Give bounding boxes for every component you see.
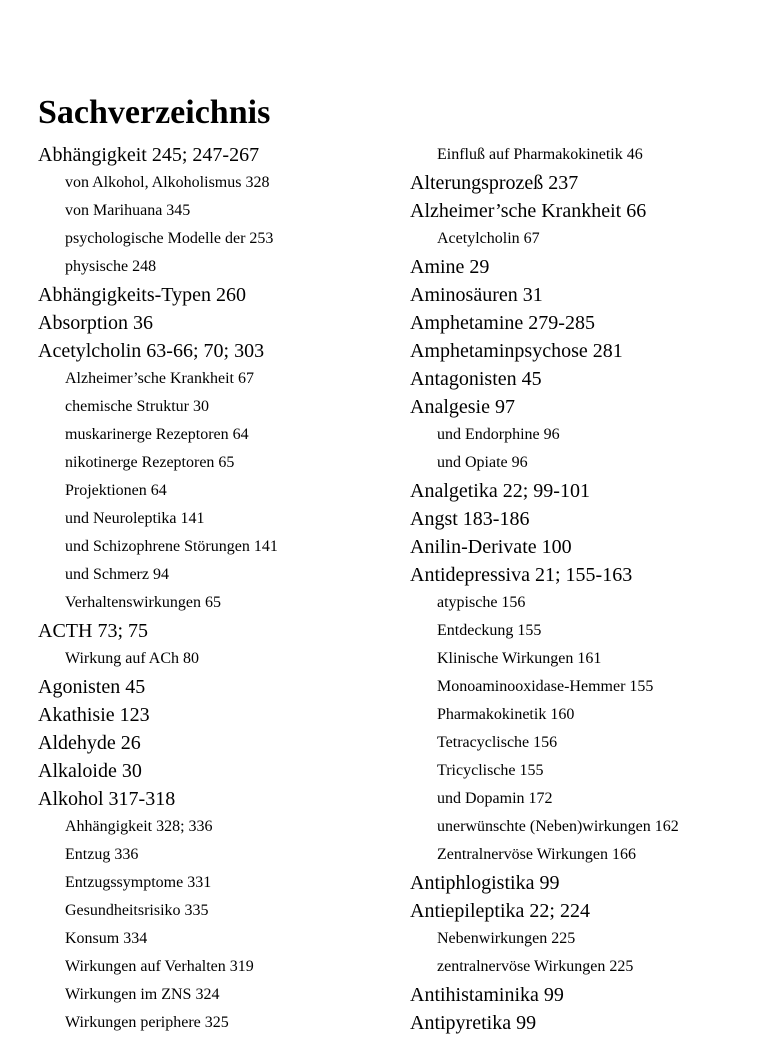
index-entry: Analgetika 22; 99-101 [410, 480, 590, 502]
index-subentry: Wirkungen auf Verhalten 319 [65, 958, 254, 975]
index-entry: Antiepileptika 22; 224 [410, 900, 590, 922]
index-subentry: physische 248 [65, 258, 157, 275]
index-subentry: Projektionen 64 [65, 482, 167, 499]
index-subentry: muskarinerge Rezeptoren 64 [65, 426, 249, 443]
index-entry: Akathisie 123 [38, 704, 150, 726]
index-subentry: Gesundheitsrisiko 335 [65, 902, 209, 919]
index-entry: Antiphlogistika 99 [410, 872, 560, 894]
index-entry: Alkohol 317-318 [38, 788, 176, 810]
index-subentry: Pharmakokinetik 160 [437, 706, 575, 723]
index-subentry: Alzheimer’sche Krankheit 67 [65, 370, 254, 387]
index-entry: ACTH 73; 75 [38, 620, 148, 642]
index-subentry: nikotinerge Rezeptoren 65 [65, 454, 235, 471]
index-subentry: und Opiate 96 [437, 454, 528, 471]
page-title: Sachverzeichnis [38, 93, 271, 131]
index-subentry: Wirkungen periphere 325 [65, 1014, 229, 1031]
index-subentry: psychologische Modelle der 253 [65, 230, 274, 247]
index-entry: Alterungsprozeß 237 [410, 172, 579, 194]
index-entry: Antagonisten 45 [410, 368, 542, 390]
index-entry: Analgesie 97 [410, 396, 515, 418]
index-entry: Alzheimer’sche Krankheit 66 [410, 200, 647, 222]
index-subentry: Monoaminooxidase-Hemmer 155 [437, 678, 654, 695]
index-subentry: Entdeckung 155 [437, 622, 542, 639]
index-column-left [38, 141, 398, 1037]
index-subentry: chemische Struktur 30 [65, 398, 209, 415]
index-entry: Amphetamine 279-285 [410, 312, 595, 334]
index-subentry: und Schizophrene Störungen 141 [65, 538, 278, 555]
index-entry: Aminosäuren 31 [410, 284, 543, 306]
index-subentry: Wirkung auf ACh 80 [65, 650, 200, 667]
index-subentry: und Endorphine 96 [437, 426, 560, 443]
index-entry: Acetylcholin 63-66; 70; 303 [38, 340, 265, 362]
index-entry: Abhängigkeits-Typen 260 [38, 284, 247, 306]
index-subentry: Zentralnervöse Wirkungen 166 [437, 846, 636, 863]
index-subentry: Wirkungen im ZNS 324 [65, 986, 220, 1003]
index-subentry: und Neuroleptika 141 [65, 510, 205, 527]
index-entry: Amine 29 [410, 256, 490, 278]
index-entry: Amphetaminpsychose 281 [410, 340, 623, 362]
index-entry: Aldehyde 26 [38, 732, 141, 754]
index-subentry: Tricyclische 155 [437, 762, 544, 779]
index-subentry: zentralnervöse Wirkungen 225 [437, 958, 634, 975]
index-subentry: Entzug 336 [65, 846, 139, 863]
index-subentry: und Dopamin 172 [437, 790, 553, 807]
index-entry: Agonisten 45 [38, 676, 146, 698]
index-entry: Alkaloide 30 [38, 760, 142, 782]
index-subentry: Konsum 334 [65, 930, 148, 947]
index-subentry: und Schmerz 94 [65, 566, 169, 583]
index-entry: Antidepressiva 21; 155-163 [410, 564, 633, 586]
index-subentry: Ahhängigkeit 328; 336 [65, 818, 213, 835]
index-entry: Anilin-Derivate 100 [410, 536, 572, 558]
index-subentry: Tetracyclische 156 [437, 734, 558, 751]
index-subentry: Verhaltenswirkungen 65 [65, 594, 221, 611]
index-column-right [410, 141, 760, 1037]
index-entry: Absorption 36 [38, 312, 153, 334]
index-subentry: Klinische Wirkungen 161 [437, 650, 602, 667]
index-subentry: Acetylcholin 67 [437, 230, 540, 247]
index-entry: Angst 183-186 [410, 508, 530, 530]
index-subentry: von Marihuana 345 [65, 202, 191, 219]
index-subentry: Einfluß auf Pharmakokinetik 46 [437, 146, 643, 163]
index-entry: Abhängigkeit 245; 247-267 [38, 144, 260, 166]
index-subentry: Entzugssymptome 331 [65, 874, 212, 891]
index-entry: Antihistaminika 99 [410, 984, 564, 1006]
index-subentry: von Alkohol, Alkoholismus 328 [65, 174, 270, 191]
index-subentry: Nebenwirkungen 225 [437, 930, 576, 947]
index-entry: Antipyretika 99 [410, 1012, 537, 1034]
index-subentry: atypische 156 [437, 594, 526, 611]
index-subentry: unerwünschte (Neben)wirkungen 162 [437, 818, 679, 835]
